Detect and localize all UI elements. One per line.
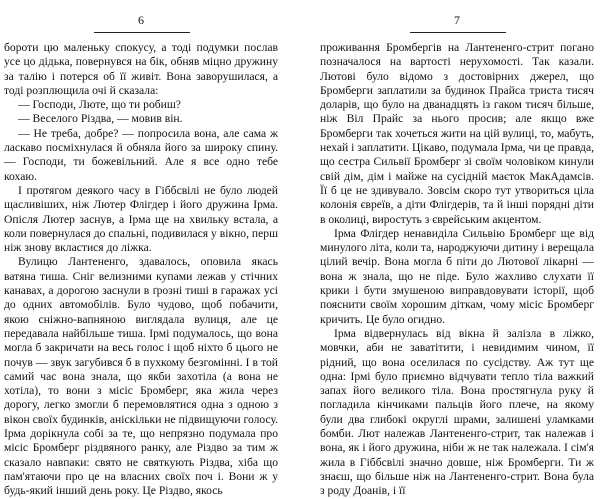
paragraph: проживання Бромбергів на Лантененго-стрит погано позначалося на вартості нерухомості. Так казали. Лютові було відомо з достовірних джерел, що Бромберги заплатили за будинок Прайса триста тисяч доларів, що було на дванадцять із гаком тисяч більше, ніж Віл Прайс за нього просив; але якщо вже Бромберги так хочеться жити на цій вулиці, то, мабуть, нехай і заплатити. Цікаво, подумала Ірма, чи це правда, що сестра Сильвії Бромберг зі своїм чоловіком кинули свій дім, дім і майже на сусідній маєток МакАдамсів. Її б це не здивувало. Зовсім скоро тут утвориться ціла колонія євреїв, а діти Флігдерів, та й інші порядні діти в околиці, виростуть з єврейським акцентом. — [320, 41, 594, 226]
paragraph: — Веселого Різдва, — мовив він. — [18, 112, 183, 126]
page-number: 7 — [454, 13, 460, 27]
paragraph: І протягом деякого часу в Гіббсвілі не було людей щасливіших, ніж Лютер Флігдер і його дружина Ірма. Опісля Лютер заснув, а Ірма ще на хвильку встала, а коли повернулася до спальні, подивилася у вікно, перш ніж знову вкластися до ліжка. — [4, 183, 278, 255]
paragraph: Ірма відвернулась від вікна й залізла в ліжко, мовчки, аби не заватітити, і невидимим чином, її рідний, що вона оселилася по сусідству. Аж тут ще одна: Ірмі було приємно відчувати тепло тіла важкий запах його великого тіла. Вона простягнула руку й погладила кінчиками пальців його плече, на якому були два глибокі округлі шрами, залишені уламками бомби. Лют належав Лантененго-стрит, так належав і вона, як і його дружина, ніби ж не так належала. І сім'я жила в Гіббсвілі значно довше, ніж Бромберги. Ти ж знаєш, що більше ніж на Лантененго-стрит. Вона була з роду Доанів, і її — [320, 326, 594, 498]
paragraph: — Господи, Лютe, що ти робиш? — [18, 98, 181, 112]
paragraph: Ірма Флігдер ненавиділа Сильвію Бромберг ще від минулого літа, коли та, народжуючи дитину і верещала цілий вечір. Вона могла б піти до Лютової лікарні — вона ж знала, що не піде. Було жахливо слухати її крики і бути змушеною виправдовувати історії, щоб пояснити своїм хорошим діткам, чому місіс Бромберг кричить. Це було огидно. — [320, 226, 594, 326]
body-text — [320, 41, 594, 499]
left-page — [4, 0, 278, 498]
body-text — [4, 41, 278, 499]
paragraph: бороти цю маленьку спокусу, а тоді подумки послав усе цо дідька, повернувся на бік, обняв міцно дружину за талію і потерся об її живіт. Вона заворушилася, а тоді розплющила очі й сказала: — [4, 41, 278, 97]
paragraph: — Не треба, добре? — попросила вона, але сама ж ласкаво посміхнулася й обняла його за широку спину. — Господи, ти божевільний. Але я все одно тебе кохаю. — [4, 126, 278, 183]
paragraph: Вулицю Лантененго, здавалось, оповила якась ватяна тиша. Сніг велизними купами лежав у стічних канавах, а дорогою заснули в ґрозні тиші в гаражах усі до одних автомобілів. Було чудово, щоб побачити, якою сніжно-вапняною виглядала вулиця, але це передавала найбільше тиша. Ірмі подумалось, що вона могла б закричати на весь голос і щоб ніхто б цього не почув — звук загубився б в пухкому безгомінні. І в той самий час вона знала, що якби захотіла (а вона не хотіла), то вони з місіс Бромберг, яка жила через дорогу, легко змогли б перемовлятися одна з одною з вікон своїх будинків, аніскільки не підвищуючи голосу. Ірма дорікнула собі за те, що непрязно подумала про місіс Бромберг різдвяного ранку, але Різдво за тим ж сказало навпаки: свято не святкують Різдва, хіба що пам'ятаючи про це на власних своїх поч і. Вони ж у будь-який інший день року. Це Різдво, якось — [4, 255, 278, 498]
header-rule — [410, 32, 506, 33]
header-rule — [94, 32, 190, 33]
page-number: 6 — [138, 13, 144, 27]
right-page — [320, 0, 594, 498]
